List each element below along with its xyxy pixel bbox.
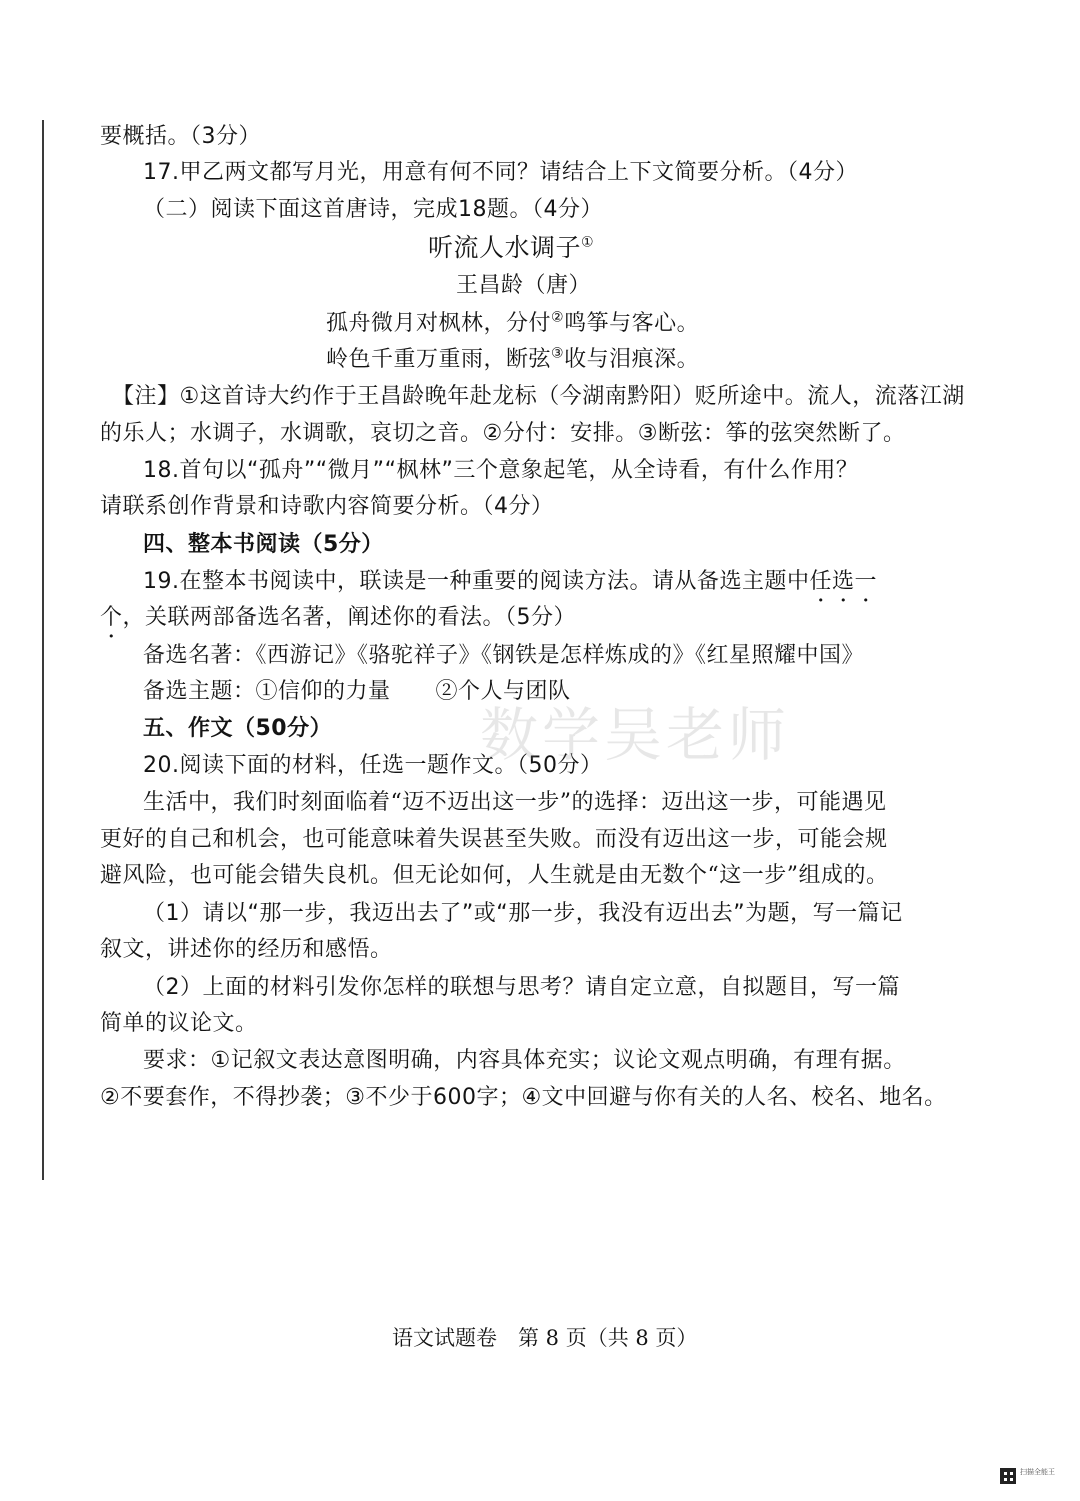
question-19-line-2: 个，关联两部备选名著，阐述你的看法。（5分）	[100, 605, 577, 630]
question-17: 17.甲乙两文都写月光，用意有何不同？请结合上下文简要分析。（4分）	[143, 160, 858, 185]
footnote-mark-2: ②	[551, 309, 565, 326]
question-18-line-1: 18.首句以“孤舟”“微月”“枫林”三个意象起笔，从全诗看，有什么作用？	[143, 458, 859, 483]
scanner-brand-label: 扫描全能王	[1020, 1468, 1055, 1476]
topic-1-line-2: 叙文，讲述你的经历和感悟。	[100, 937, 393, 962]
poem-line-1: 孤舟微月对枫林，分付②鸣筝与客心。	[326, 309, 700, 336]
poem-author: 王昌龄（唐）	[456, 273, 592, 298]
page-footer: 语文试题卷 第 8 页（共 8 页）	[392, 1326, 698, 1350]
candidate-books: 备选名著：《西游记》《骆驼祥子》《钢铁是怎样炼成的》《红星照耀中国》	[143, 643, 865, 668]
material-line-3: 避风险，也可能会错失良机。但无论如何，人生就是由无数个“这一步”组成的。	[100, 863, 889, 888]
topic-2-line-2: 简单的议论文。	[100, 1011, 258, 1036]
material-line-1: 生活中，我们时刻面临着“迈不迈出这一步”的选择：迈出这一步，可能遇见	[143, 790, 887, 815]
question-19-line-1: 19.在整本书阅读中，联读是一种重要的阅读方法。请从备选主题中任选一	[143, 569, 878, 594]
candidate-themes: 备选主题：①信仰的力量 ②个人与团队	[143, 679, 571, 704]
section-5-heading: 五、作文（50分）	[143, 716, 333, 741]
emphasis-dots: 任选一	[809, 569, 878, 594]
topic-1-line-1: （1）请以“那一步，我迈出去了”或“那一步，我没有迈出去”为题，写一篇记	[143, 901, 903, 926]
qr-code-icon	[1000, 1468, 1016, 1484]
poem-note-line-2: 的乐人；水调子，水调歌，哀切之音。②分付：安排。③断弦：筝的弦突然断了。	[100, 421, 906, 446]
material-line-2: 更好的自己和机会，也可能意味着失误甚至失败。而没有迈出这一步，可能会规	[100, 827, 888, 852]
topic-2-line-1: （2）上面的材料引发你怎样的联想与思考？请自定立意，自拟题目，写一篇	[143, 975, 900, 1000]
watermark: 数学吴老师	[480, 701, 791, 769]
poem-title-footnote-mark: ①	[581, 234, 595, 251]
poem-line-2: 岭色千重万重雨，断弦③收与泪痕深。	[326, 345, 700, 372]
section-2-heading: （二）阅读下面这首唐诗，完成18题。（4分）	[143, 197, 603, 222]
poem-title: 听流人水调子①	[428, 233, 595, 262]
question-20: 20.阅读下面的材料，任选一题作文。（50分）	[143, 753, 603, 778]
binding-margin-line	[42, 120, 44, 1180]
footnote-mark-3: ③	[551, 345, 565, 362]
requirements-line-2: ②不要套作，不得抄袭；③不少于600字；④文中回避与你有关的人名、校名、地名。	[100, 1085, 947, 1110]
line-continuation: 要概括。（3分）	[100, 124, 261, 149]
poem-note-line-1: 【注】①这首诗大约作于王昌龄晚年赴龙标（今湖南黔阳）贬所途中。流人，流落江湖	[112, 384, 965, 409]
section-4-heading: 四、整本书阅读（5分）	[143, 532, 384, 557]
question-18-line-2: 请联系创作背景和诗歌内容简要分析。（4分）	[100, 494, 554, 519]
requirements-line-1: 要求：①记叙文表达意图明确，内容具体充实；议论文观点明确，有理有据。	[143, 1048, 906, 1073]
